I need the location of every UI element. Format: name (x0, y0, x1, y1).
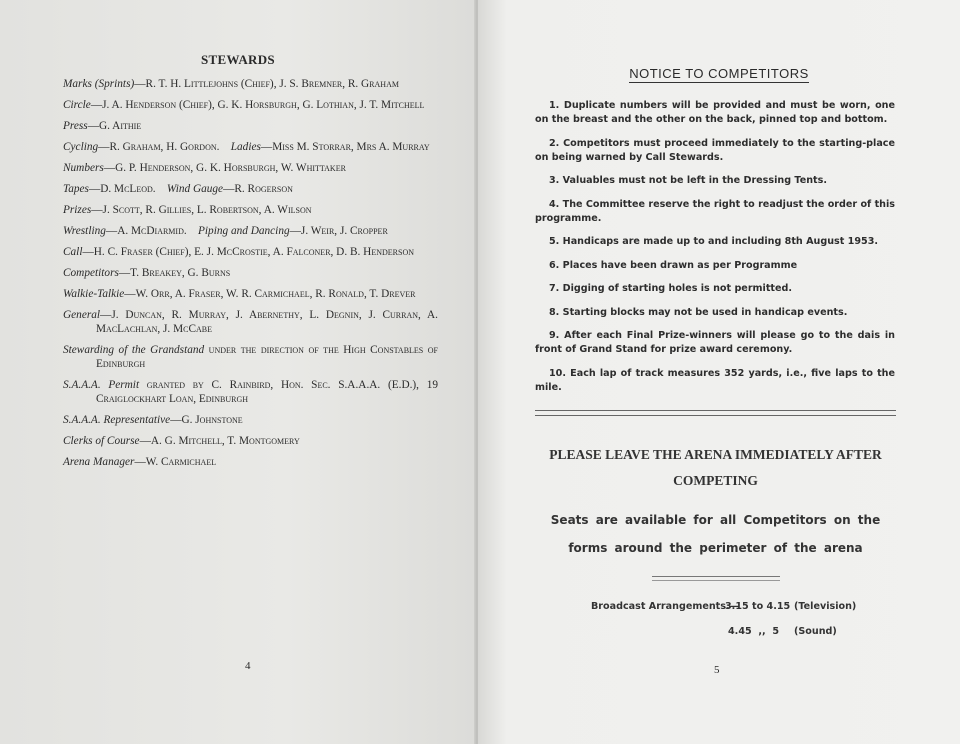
notice-item: 4. The Committee reserve the right to readjust the order of this programme. (535, 198, 895, 224)
notice-title-text: NOTICE TO COMPETITORS (629, 66, 809, 81)
steward-names: —T. Breakey, G. Burns (118, 267, 231, 279)
steward-names: —D. McLeod. (88, 183, 156, 195)
steward-names: —J. A. Henderson (Chief), G. K. Horsburgh, G. Lothian, J. T. Mitchell (90, 99, 425, 111)
steward-entry (63, 77, 438, 91)
steward-entry (63, 455, 438, 469)
broadcast-tv-type: (Television) (794, 601, 857, 612)
notice-item: 2. Competitors must proceed immediately to the starting-place on being warned by Call Stewards. (535, 137, 895, 163)
steward-names: —G. Aithie (87, 120, 142, 132)
steward-role: Piping and Dancing (198, 225, 290, 237)
steward-role: Tapes (63, 183, 89, 195)
broadcast-tv-time: 3.15 to 4.15 (725, 601, 791, 612)
steward-entry (63, 182, 438, 196)
steward-role: Wrestling (63, 225, 106, 237)
steward-role: General (63, 309, 101, 321)
steward-role: Clerks of Course (63, 435, 140, 447)
steward-role: Numbers (63, 162, 104, 174)
notice-item: 3. Valuables must not be left in the Dressing Tents. (549, 175, 827, 186)
notice-item: 9. After each Final Prize-winners will please go to the dais in front of Grand Stand for prize award ceremony. (535, 330, 895, 355)
divider-rule (652, 576, 780, 581)
steward-role: Press (63, 120, 88, 132)
notice-item: 8. Starting blocks may not be used in handicap events. (549, 306, 848, 318)
seats-notice: Seats are available for all Competitors on the forms around the perimeter of the arena (550, 513, 881, 555)
steward-role: Call (63, 246, 83, 258)
steward-entry (63, 98, 438, 112)
steward-names: granted by C. Rainbird, Hon. Sec. S.A.A.A. (E.D.), 19 Craiglockhart Loan, Edinburgh (96, 379, 439, 405)
stewards-list (63, 77, 438, 476)
steward-names: —W. Carmichael (134, 456, 217, 468)
notice-title (478, 66, 960, 81)
steward-entry (63, 119, 438, 133)
steward-entry (63, 266, 438, 280)
steward-names: —G. Johnstone (170, 414, 243, 426)
right-page (478, 0, 960, 744)
steward-role: S.A.A.A. Permit (63, 379, 140, 391)
steward-names: —H. C. Fraser (Chief), E. J. McCrostie, A. Falconer, D. B. Henderson (82, 246, 414, 258)
steward-role: Marks (Sprints) (63, 78, 135, 90)
steward-names: —R. Rogerson (223, 183, 293, 195)
steward-role: Cycling (63, 141, 99, 153)
notice-item: 1. Duplicate numbers will be provided and must be worn, one on the breast and the other on the back, pinned top and bottom. (535, 100, 895, 125)
steward-entry (63, 140, 438, 154)
steward-role: Circle (63, 99, 91, 111)
broadcast-sound-type: (Sound) (794, 626, 837, 637)
notice-item: 10. Each lap of track measures 352 yards, i.e., five laps to the mile. (535, 367, 895, 393)
steward-role: Arena Manager (63, 456, 135, 468)
steward-names: —R. Graham, H. Gordon. (98, 141, 220, 153)
steward-role: Competitors (63, 267, 119, 279)
steward-role: Ladies (230, 141, 261, 153)
steward-names: —J. Duncan, R. Murray, J. Abernethy, L. Degnin, J. Curran, A. MacLachlan, J. McCabe (96, 309, 438, 335)
steward-names: —J. Weir, J. Cropper (289, 225, 388, 237)
steward-entry (63, 245, 438, 259)
steward-role: Prizes (63, 204, 92, 216)
steward-names: —R. T. H. Littlejohns (Chief), J. S. Bremner, R. Graham (134, 78, 399, 90)
steward-entry (63, 203, 438, 217)
double-rule (535, 410, 896, 416)
steward-names: under the direction of the High Constables of Edinburgh (96, 344, 439, 370)
steward-entry (63, 224, 438, 238)
notice-item: 7. Digging of starting holes is not permitted. (549, 283, 793, 294)
steward-names: —Miss M. Storrar, Mrs A. Murray (260, 141, 430, 153)
steward-entry (63, 378, 438, 406)
notice-item: 6. Places have been drawn as per Programme (549, 259, 798, 271)
leave-arena-notice: PLEASE LEAVE THE ARENA IMMEDIATELY AFTER COMPETING (549, 447, 882, 488)
steward-role: Stewarding of the Grandstand (63, 344, 205, 356)
steward-entry (63, 434, 438, 448)
steward-role: Walkie-Talkie (63, 288, 125, 300)
notice-list (535, 99, 895, 404)
page-number-left: 4 (245, 660, 251, 672)
steward-entry (63, 161, 438, 175)
steward-names: —W. Orr, A. Fraser, W. R. Carmichael, R. Ronald, T. Drever (124, 288, 416, 300)
steward-role: Wind Gauge (166, 183, 224, 195)
page-number-right: 5 (714, 664, 720, 676)
steward-names: —J. Scott, R. Gillies, L. Robertson, A. Wilson (91, 204, 312, 216)
notice-item: 5. Handicaps are made up to and including 8th August 1953. (549, 236, 879, 247)
broadcast-label: Broadcast Arrangements.— (591, 601, 740, 612)
steward-names: —A. G. Mitchell, T. Montgomery (139, 435, 300, 447)
steward-names: —G. P. Henderson, G. K. Horsburgh, W. Whittaker (103, 162, 346, 174)
stewards-title: STEWARDS (201, 52, 275, 67)
steward-role: S.A.A.A. Representative (63, 414, 171, 426)
steward-entry (63, 308, 438, 336)
steward-entry (63, 287, 438, 301)
broadcast-sound-time: 4.45 ,, 5 (728, 626, 779, 637)
steward-entry (63, 343, 438, 371)
steward-entry (63, 413, 438, 427)
left-page (0, 0, 476, 744)
steward-names: —A. McDiarmid. (105, 225, 187, 237)
